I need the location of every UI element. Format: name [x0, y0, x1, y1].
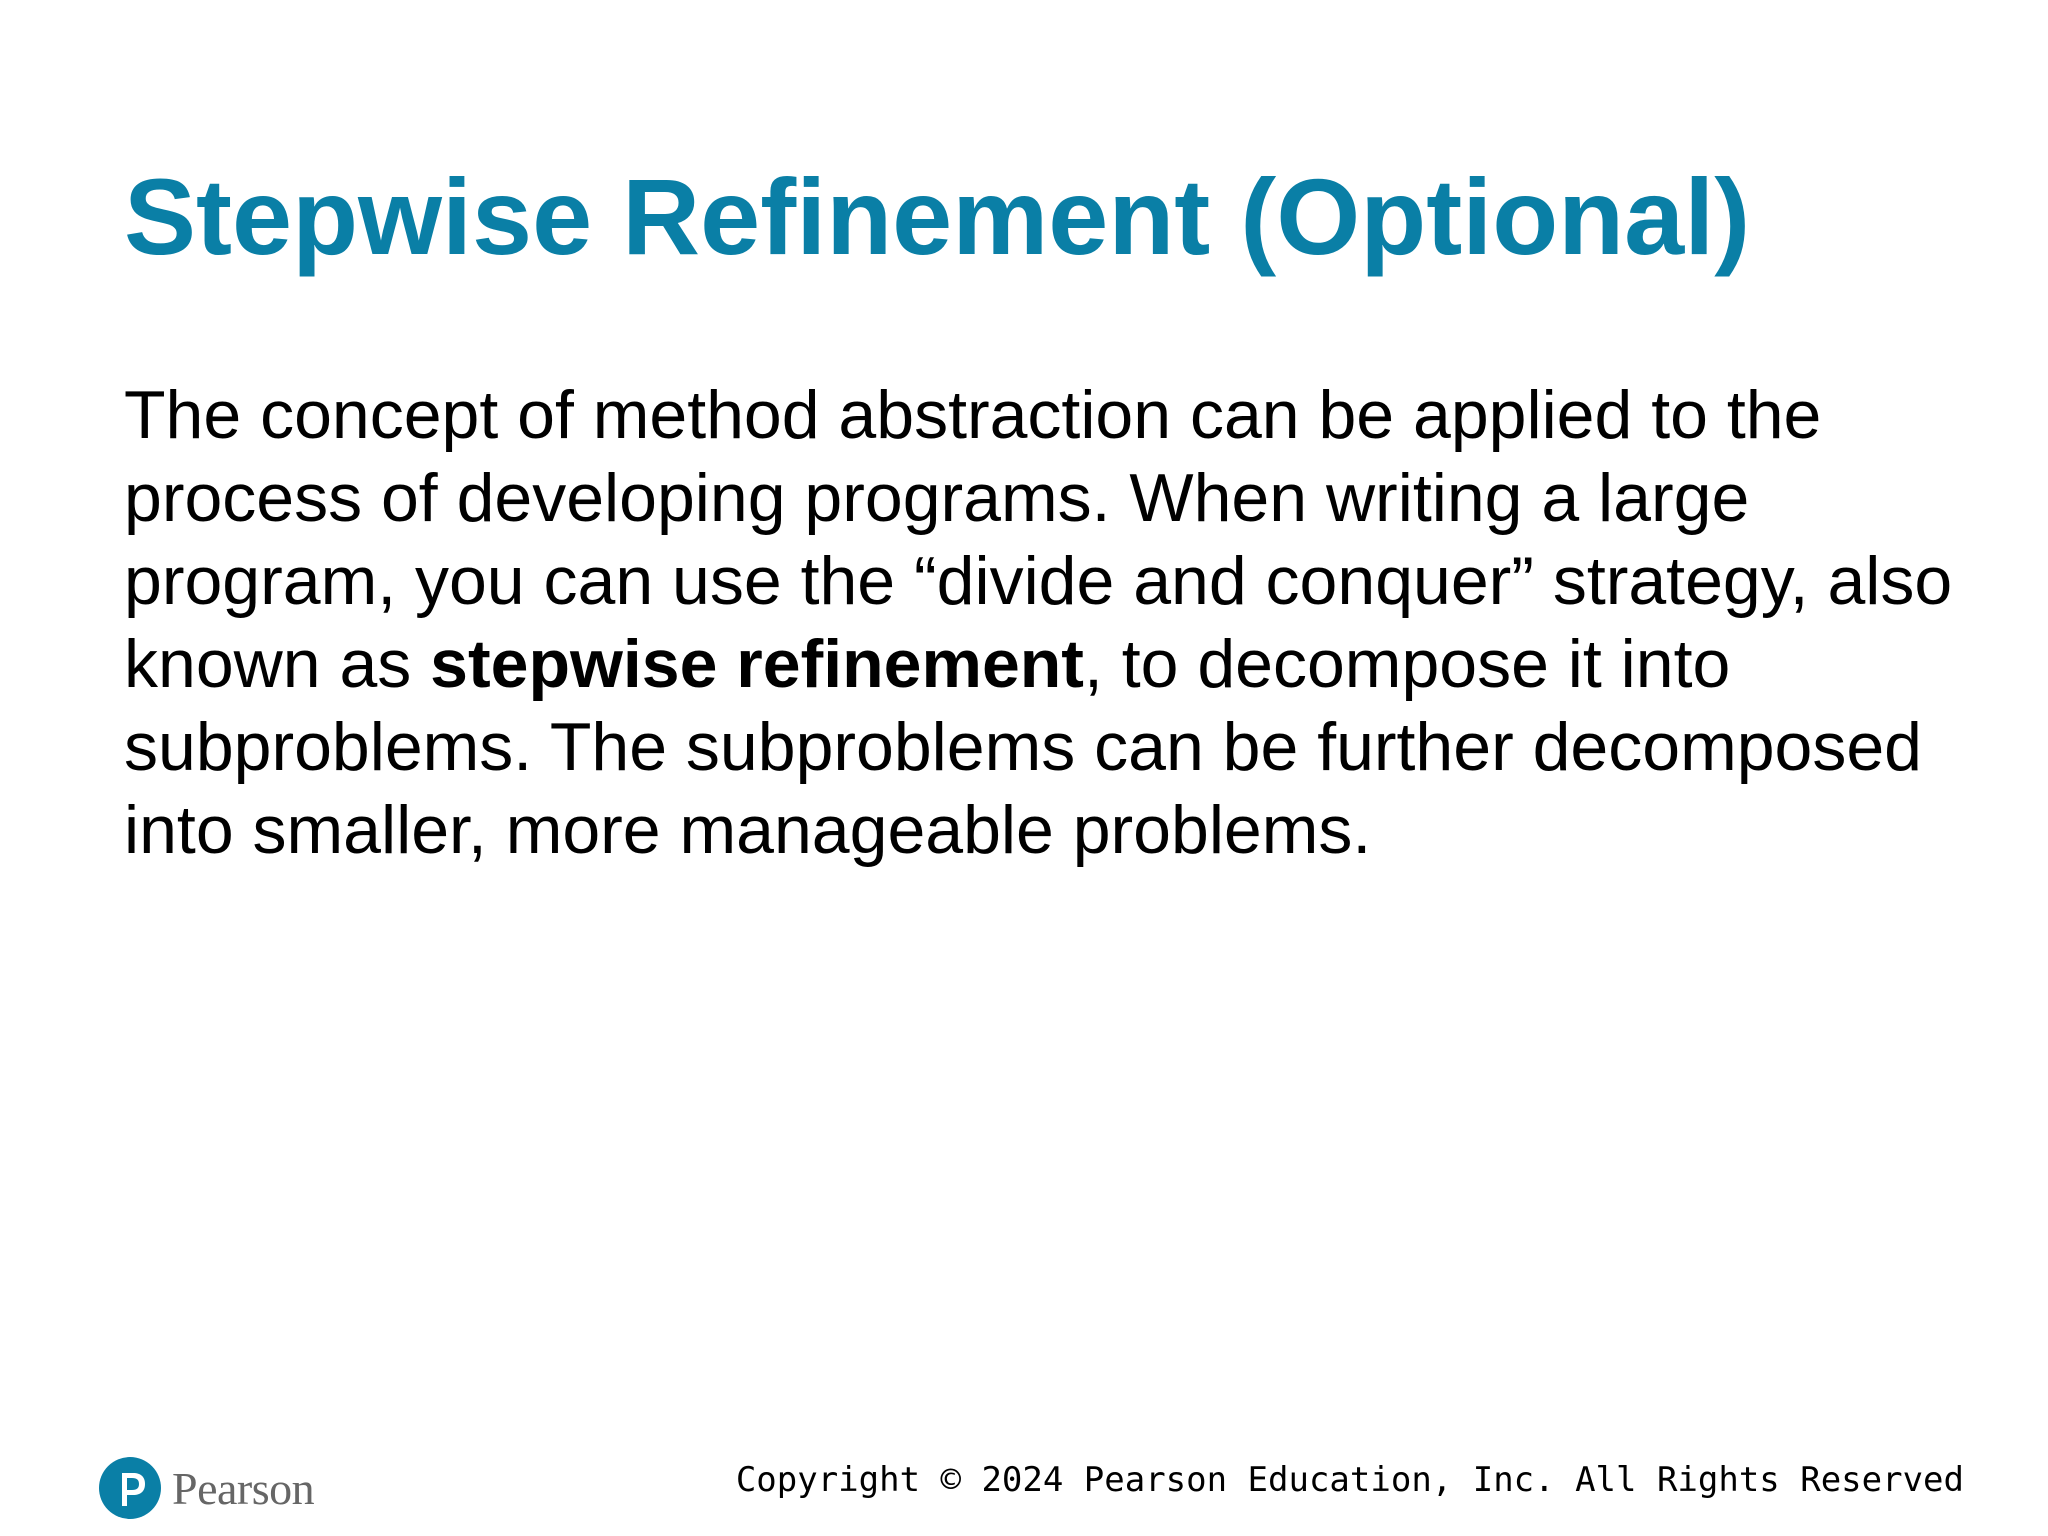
slide-body: [124, 374, 1964, 872]
logo-text: Pearson: [172, 1462, 315, 1514]
body-text-end: , to decompose it into subproblems. The subproblems can be further decomposed into smaller, more manageable problems.: [124, 626, 1922, 868]
pearson-logo-icon: [98, 1456, 162, 1520]
body-text-start: The concept of method abstraction can be applied to the process of developing programs. When writing a large program, you can use the “divide and conquer” strategy, also known as: [124, 377, 1953, 702]
pearson-logo: [98, 1452, 314, 1524]
slide-title: Stepwise Refinement (Optional): [124, 156, 1751, 277]
copyright-notice: Copyright © 2024 Pearson Education, Inc. All Rights Reserved: [735, 1460, 1964, 1500]
body-bold-term: stepwise refinement: [430, 626, 1084, 702]
